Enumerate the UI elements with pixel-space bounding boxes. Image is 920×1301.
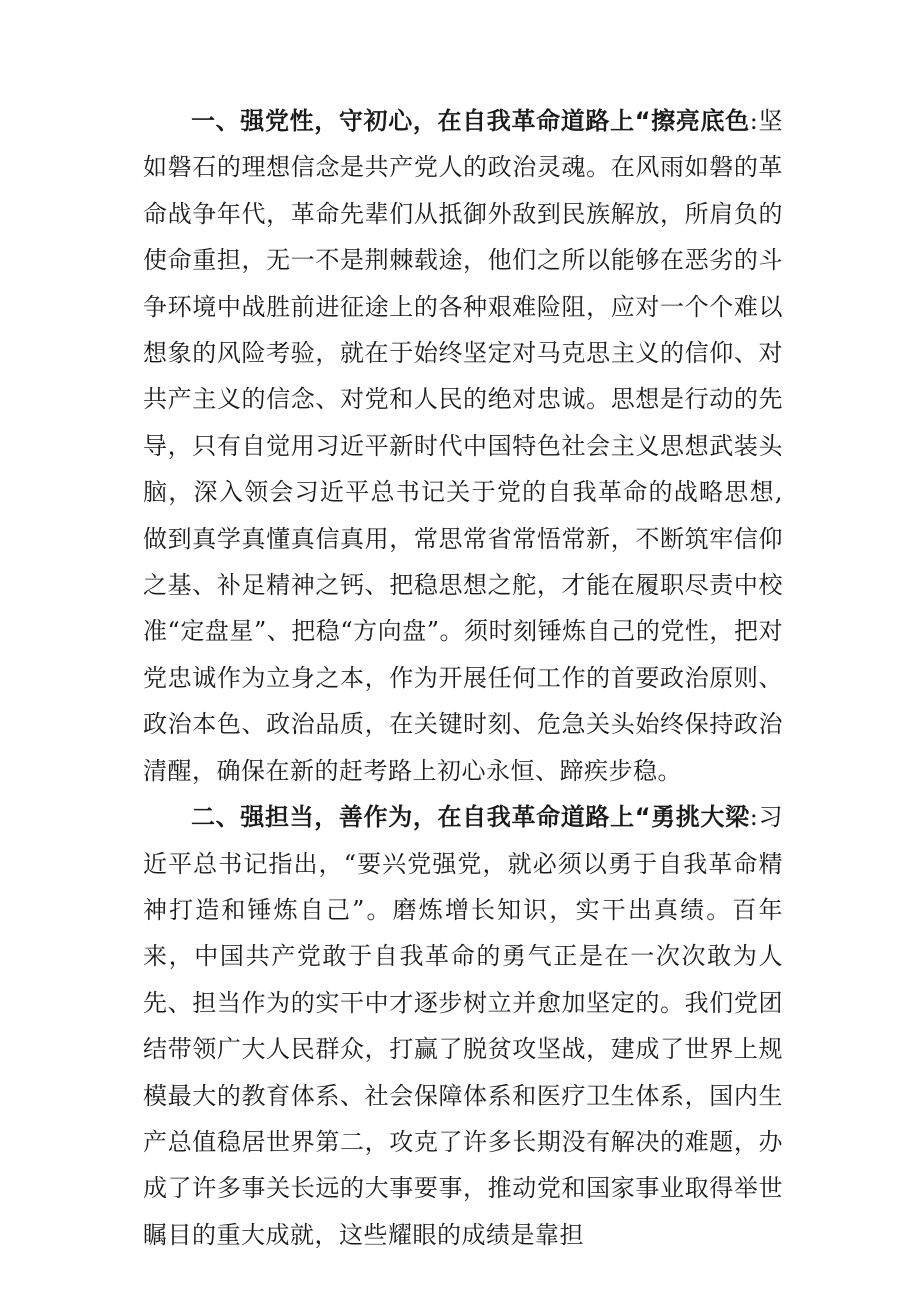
section-one-heading: 一、强党性，守初心，在自我革命道路上“擦亮底色 [191, 107, 750, 135]
document-page [143, 98, 783, 1258]
section-two-heading: 二、强担当，善作为，在自我革命道路上“勇挑大梁 [191, 803, 750, 832]
section-one-paragraph [143, 98, 783, 794]
section-one-body: :坚如磐石的理想信念是共产党人的政治灵魂。在风雨如磐的革命战争年代，革命先辈们从抵御外敌到民族解放，所肩负的使命重担，无一不是荆棘载途，他们之所以能够在恶劣的斗争环境中战胜前进征途上的各种艰难险阻，应对一个个难以想象的风险考验，就在于始终坚定对马克思主义的信仰、对共产主义的信念、对党和人民的绝对忠诚。思想是行动的先导，只有自觉用习近平新时代中国特色社会主义思想武装头脑，深入领会习近平总书记关于党的自我革命的战略思想,做到真学真懂真信真用，常思常省常悟常新，不断筑牢信仰之基、补足精神之钙、把稳思想之舵，才能在履职尽责中校准“定盘星”、把稳“方向盘”。须时刻锤炼自己的党性，把对党忠诚作为立身之本，作为开展任何工作的首要政治原则、政治本色、政治品质，在关键时刻、危急关头始终保持政治清醒，确保在新的赶考路上初心永恒、蹄疾步稳。 [143, 107, 783, 785]
section-two-paragraph [143, 794, 783, 1258]
section-two-body: :习近平总书记指出，“要兴党强党，就必须以勇于自我革命精神打造和锤炼自己”。磨炼增长知识，实干出真绩。百年来，中国共产党敢于自我革命的勇气正是在一次次敢为人先、担当作为的实干中才逐步树立并愈加坚定的。我们党团结带领广大人民群众，打赢了脱贫攻坚战，建成了世界上规模最大的教育体系、社会保障体系和医疗卫生体系，国内生产总值稳居世界第二，攻克了许多长期没有解决的难题，办成了许多事关长远的大事要事，推动党和国家事业取得举世瞩目的重大成就，这些耀眼的成绩是靠担 [143, 803, 783, 1249]
